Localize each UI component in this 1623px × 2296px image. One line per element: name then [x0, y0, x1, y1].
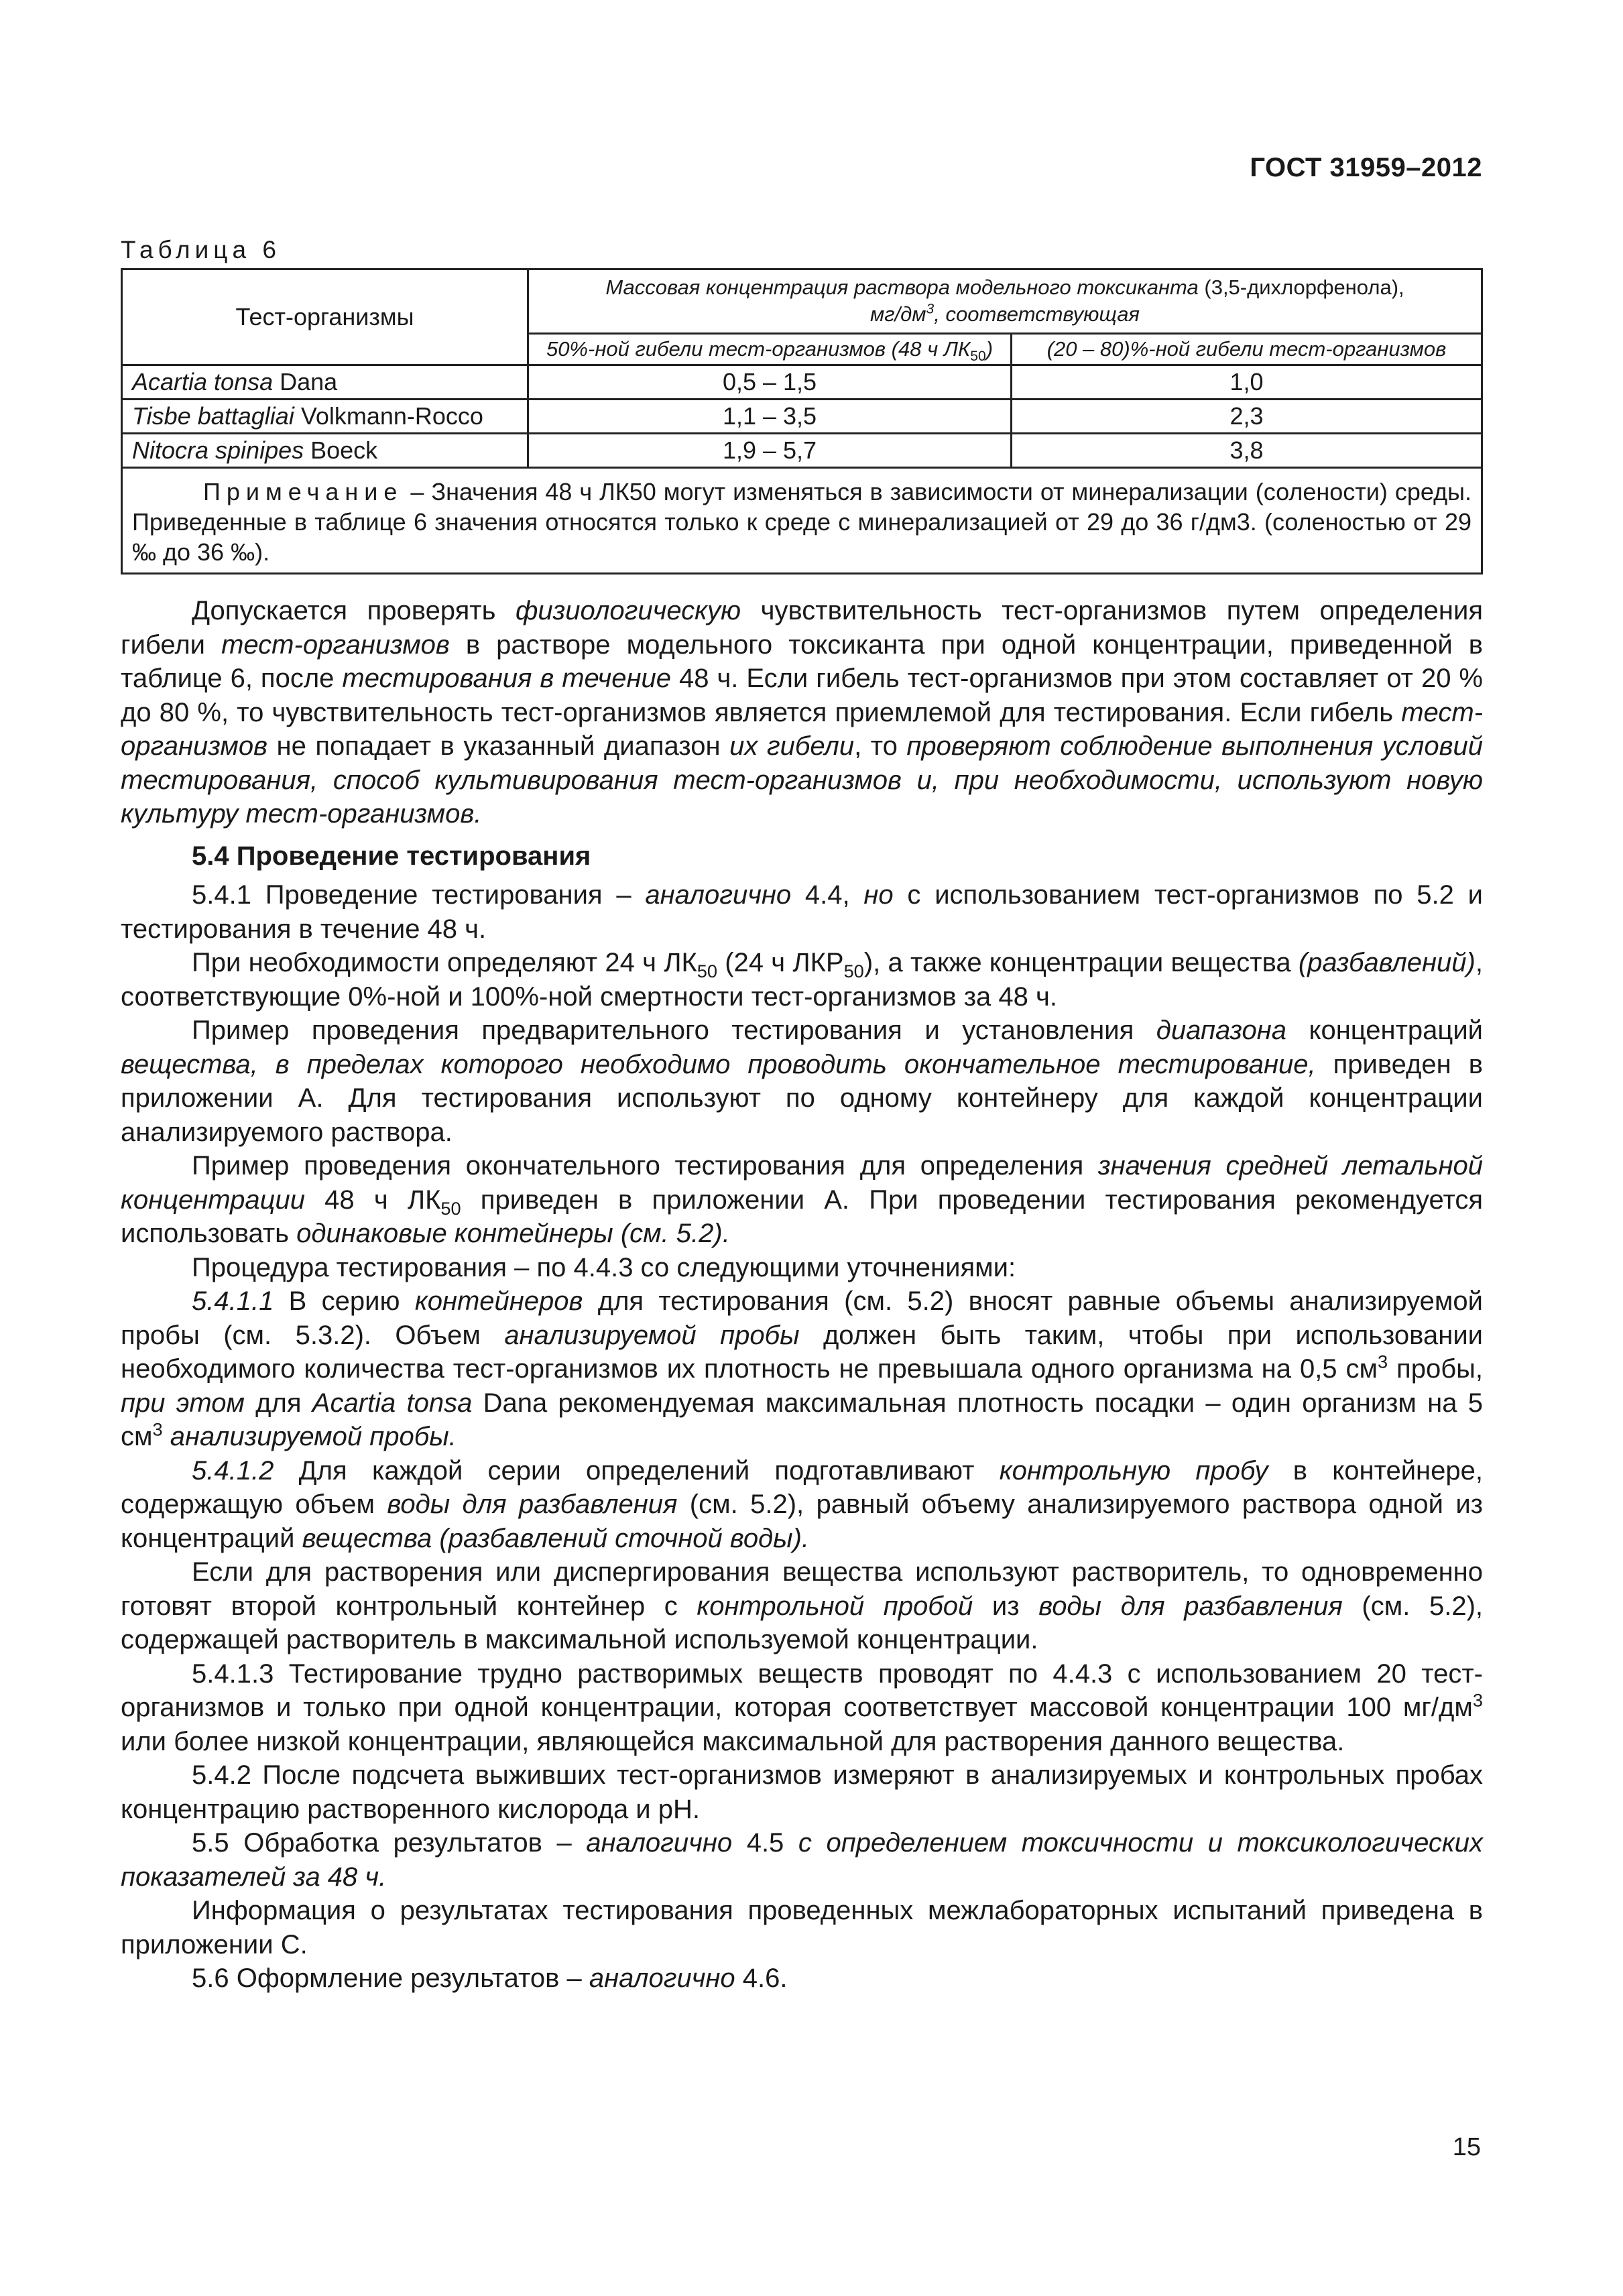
table-row: [122, 434, 1482, 468]
table-header-row: [122, 269, 1482, 334]
mid-cell: 1,0: [1012, 365, 1482, 400]
document-id-header: ГОСТ 31959–2012: [1250, 153, 1482, 182]
column-header-organisms: Тест-организмы: [122, 269, 528, 365]
mid-cell: 3,8: [1012, 434, 1482, 468]
table-note: [122, 468, 1482, 574]
table-note-row: [122, 468, 1482, 574]
table-caption: Таблица 6: [121, 236, 281, 263]
table-row: [122, 400, 1482, 434]
paragraph-5-4-1-2: 5.4.1.2 Для каждой серии определений подготавливают контрольную пробу в контейнере, содержащую объем воды для разбавления (см. 5.2), равный объему анализируемого раствора одной из концентраций вещества (разбавлений сточной воды).: [121, 1455, 1483, 1553]
paragraph-5-5: 5.5 Обработка результатов – аналогично 4.5 с определением токсичности и токсикологических показателей за 48 ч.: [121, 1828, 1483, 1892]
paragraph-info: Информация о результатах тестирования проведенных межлабораторных испытаний приведена в приложении С.: [121, 1896, 1483, 1959]
paragraph-example-final: Пример проведения окончательного тестирования для определения значения средней летальной концентрации 48 ч $ЛК_{50}$ приведен в приложении А. При проведении тестирования рекомендуется использовать одинаковые контейнеры (см. 5.2).: [121, 1151, 1483, 1248]
paragraph-sensitivity: Допускается проверять физиологическую чувствительность тест-организмов путем определения гибели тест-организмов в растворе модельного токсиканта при одной концентрации, приведенной в таблице 6, после тестирования в течение 48 ч. Если гибель тест-организмов при этом составляет от 20 % до 80 %, то чувствительность тест-организмов является приемлемой для тестирования. Если гибель тест-организмов не попадает в указанный диапазон их гибели, то проверяют соблюдение выполнения условий тестирования, способ культивирования тест-организмов и, при необходимости, используют новую культуру тест-организмов.: [121, 596, 1484, 829]
organism-cell: Acartia tonsa Dana: [122, 365, 528, 400]
column-header-concentration: Массовая концентрация раствора модельного токсиканта (3,5-дихлорфенола), $мг/дм^3$, соответствующая: [528, 269, 1482, 334]
lc50-cell: 0,5 – 1,5: [528, 365, 1012, 400]
paragraph-lc50: При необходимости определяют 24 ч $ЛК_{50}$ (24 ч $ЛКР_{50}$), а также концентрации вещества (разбавлений), соответствующие 0%-ной и 100%-ной смертности тест-организмов за 48 ч.: [121, 948, 1483, 1012]
paragraph-example-preliminary: Пример проведения предварительного тестирования и установления диапазона концентраций вещества, в пределах которого необходимо проводить окончательное тестирование, приведен в приложении А. Для тестирования используют по одному контейнеру для каждой концентрации анализируемого раствора.: [121, 1016, 1484, 1147]
table-row: [122, 365, 1482, 400]
paragraph-5-4-1-3: 5.4.1.3 Тестирование трудно растворимых веществ проводят по 4.4.3 с использованием 20 тест-организмов и только при одной концентрации, которая соответствует массовой концентрации 100 $мг/дм^3$ или более низкой концентрации, являющейся максимальной для растворения данного вещества.: [121, 1658, 1483, 1756]
note-text: – Значения 48 ч ЛК50 могут изменяться в зависимости от минерализации (солености) среды. Приведенные в таблице 6 значения относятся только к среде с минерализацией от 29 до 36 г/дм3. (соленостью от 29 ‰ до 36 ‰).: [132, 478, 1471, 566]
body-text: [121, 594, 1483, 1996]
organism-cell: Nitocra spinipes Boeck: [122, 434, 528, 468]
column-header-20-80: (20 – 80)%-ной гибели тест-организмов: [1012, 333, 1482, 365]
column-header-lc50: 50%-ной гибели тест-организмов (48 ч $ЛК_{50}$): [528, 333, 1012, 365]
lc50-cell: 1,1 – 3,5: [528, 400, 1012, 434]
section-heading-5-4: 5.4 Проведение тестирования: [192, 841, 591, 871]
paragraph-5-4-1: 5.4.1 Проведение тестирования – аналогично 4.4, но с использованием тест-организмов по 5.2 и тестирования в течение 48 ч.: [121, 880, 1483, 944]
note-label: Примечание: [203, 478, 404, 505]
paragraph-procedure: Процедура тестирования – по 4.4.3 со следующими уточнениями:: [192, 1252, 1016, 1282]
table-6: [121, 268, 1483, 575]
organism-cell: Tisbe battagliai Volkmann-Rocco: [122, 400, 528, 434]
paragraph-5-4-2: 5.4.2 После подсчета выживших тест-организмов измеряют в анализируемых и контрольных пробах концентрацию растворенного кислорода и рН.: [121, 1760, 1483, 1824]
page-number: 15: [1452, 2133, 1481, 2161]
lc50-cell: 1,9 – 5,7: [528, 434, 1012, 468]
paragraph-solvent: Если для растворения или диспергирования вещества используют растворитель, то одновременно готовят второй контрольный контейнер с контрольной пробой из воды для разбавления (см. 5.2), содержащей растворитель в максимальной используемой концентрации.: [121, 1557, 1483, 1654]
mid-cell: 2,3: [1012, 400, 1482, 434]
paragraph-5-4-1-1: 5.4.1.1 В серию контейнеров для тестирования (см. 5.2) вносят равные объемы анализируемой пробы (см. 5.3.2). Объем анализируемой пробы должен быть таким, чтобы при использовании необходимого количества тест-организмов их плотность не превышала одного организма на 0,5 $см^3$ пробы, при этом для Acartia tonsa Dana рекомендуемая максимальная плотность посадки – один организм на 5 $см^3$ анализируемой пробы.: [121, 1286, 1484, 1451]
paragraph-5-6: 5.6 Оформление результатов – аналогично 4.6.: [192, 1963, 788, 1993]
